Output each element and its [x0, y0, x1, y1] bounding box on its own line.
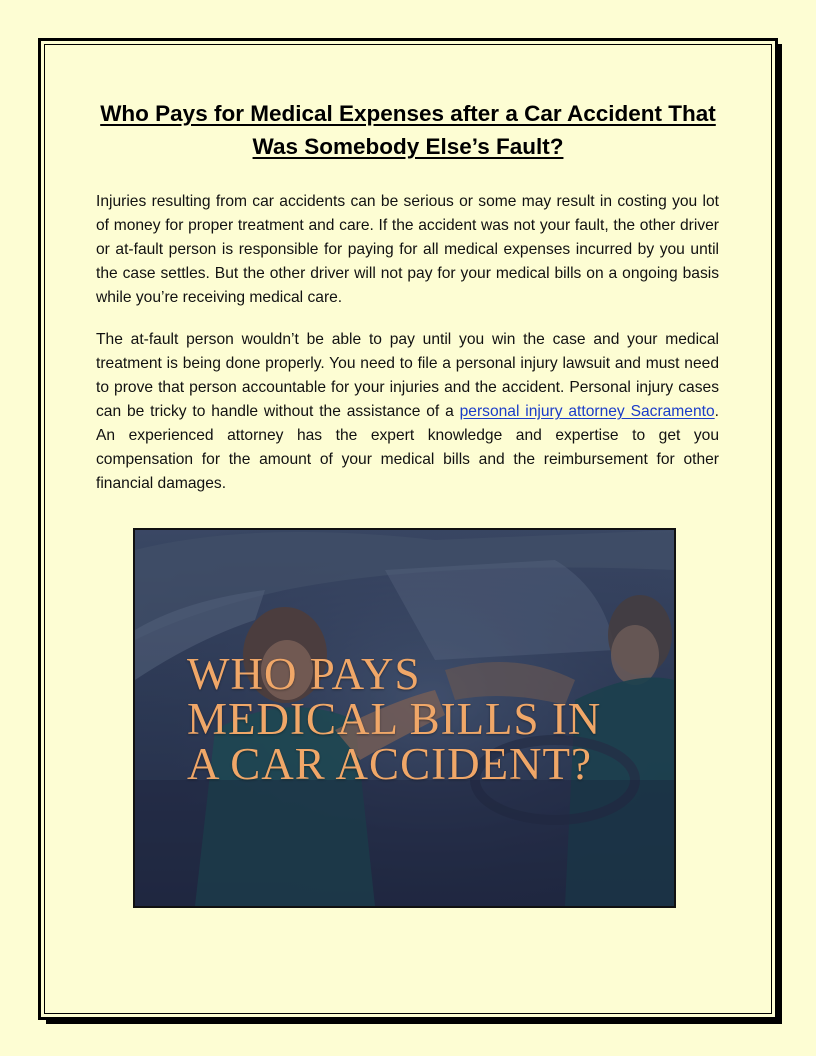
paragraph-2: [96, 328, 719, 496]
paragraph-2-text-end: . An experienced attorney has the expert knowledge and expertise to get you compensation for the amount of your medical bills and the reimbursement for other financial damages.: [96, 403, 719, 492]
banner-line-3: A CAR ACCIDENT?: [187, 739, 593, 789]
document-title: Who Pays for Medical Expenses after a Car Accident That Was Somebody Else’s Fault?: [100, 101, 716, 159]
article-image: [133, 528, 676, 908]
banner-line-1: WHO PAYS: [187, 649, 421, 699]
image-banner-text: [187, 649, 647, 789]
banner-line-2: MEDICAL BILLS IN: [187, 694, 602, 744]
paragraph-1: Injuries resulting from car accidents can be serious or some may result in costing you lot of money for proper treatment and care. If the accident was not your fault, the other driver or at-fault person is responsible for paying for all medical expenses incurred by you until the case settles. But the other driver will not pay for your medical bills on a ongoing basis while you’re receiving medical care.: [96, 193, 719, 306]
paragraph-2-text-start: The at-fault person wouldn’t be able to pay until you win the case and your medical treatment is being done properly. You need to file a personal injury lawsuit and must need to prove that person accountable for your injuries and the accident. Personal injury cases can be tricky to handle without the assistance of a: [96, 331, 719, 420]
attorney-link[interactable]: personal injury attorney Sacramento: [459, 403, 715, 420]
